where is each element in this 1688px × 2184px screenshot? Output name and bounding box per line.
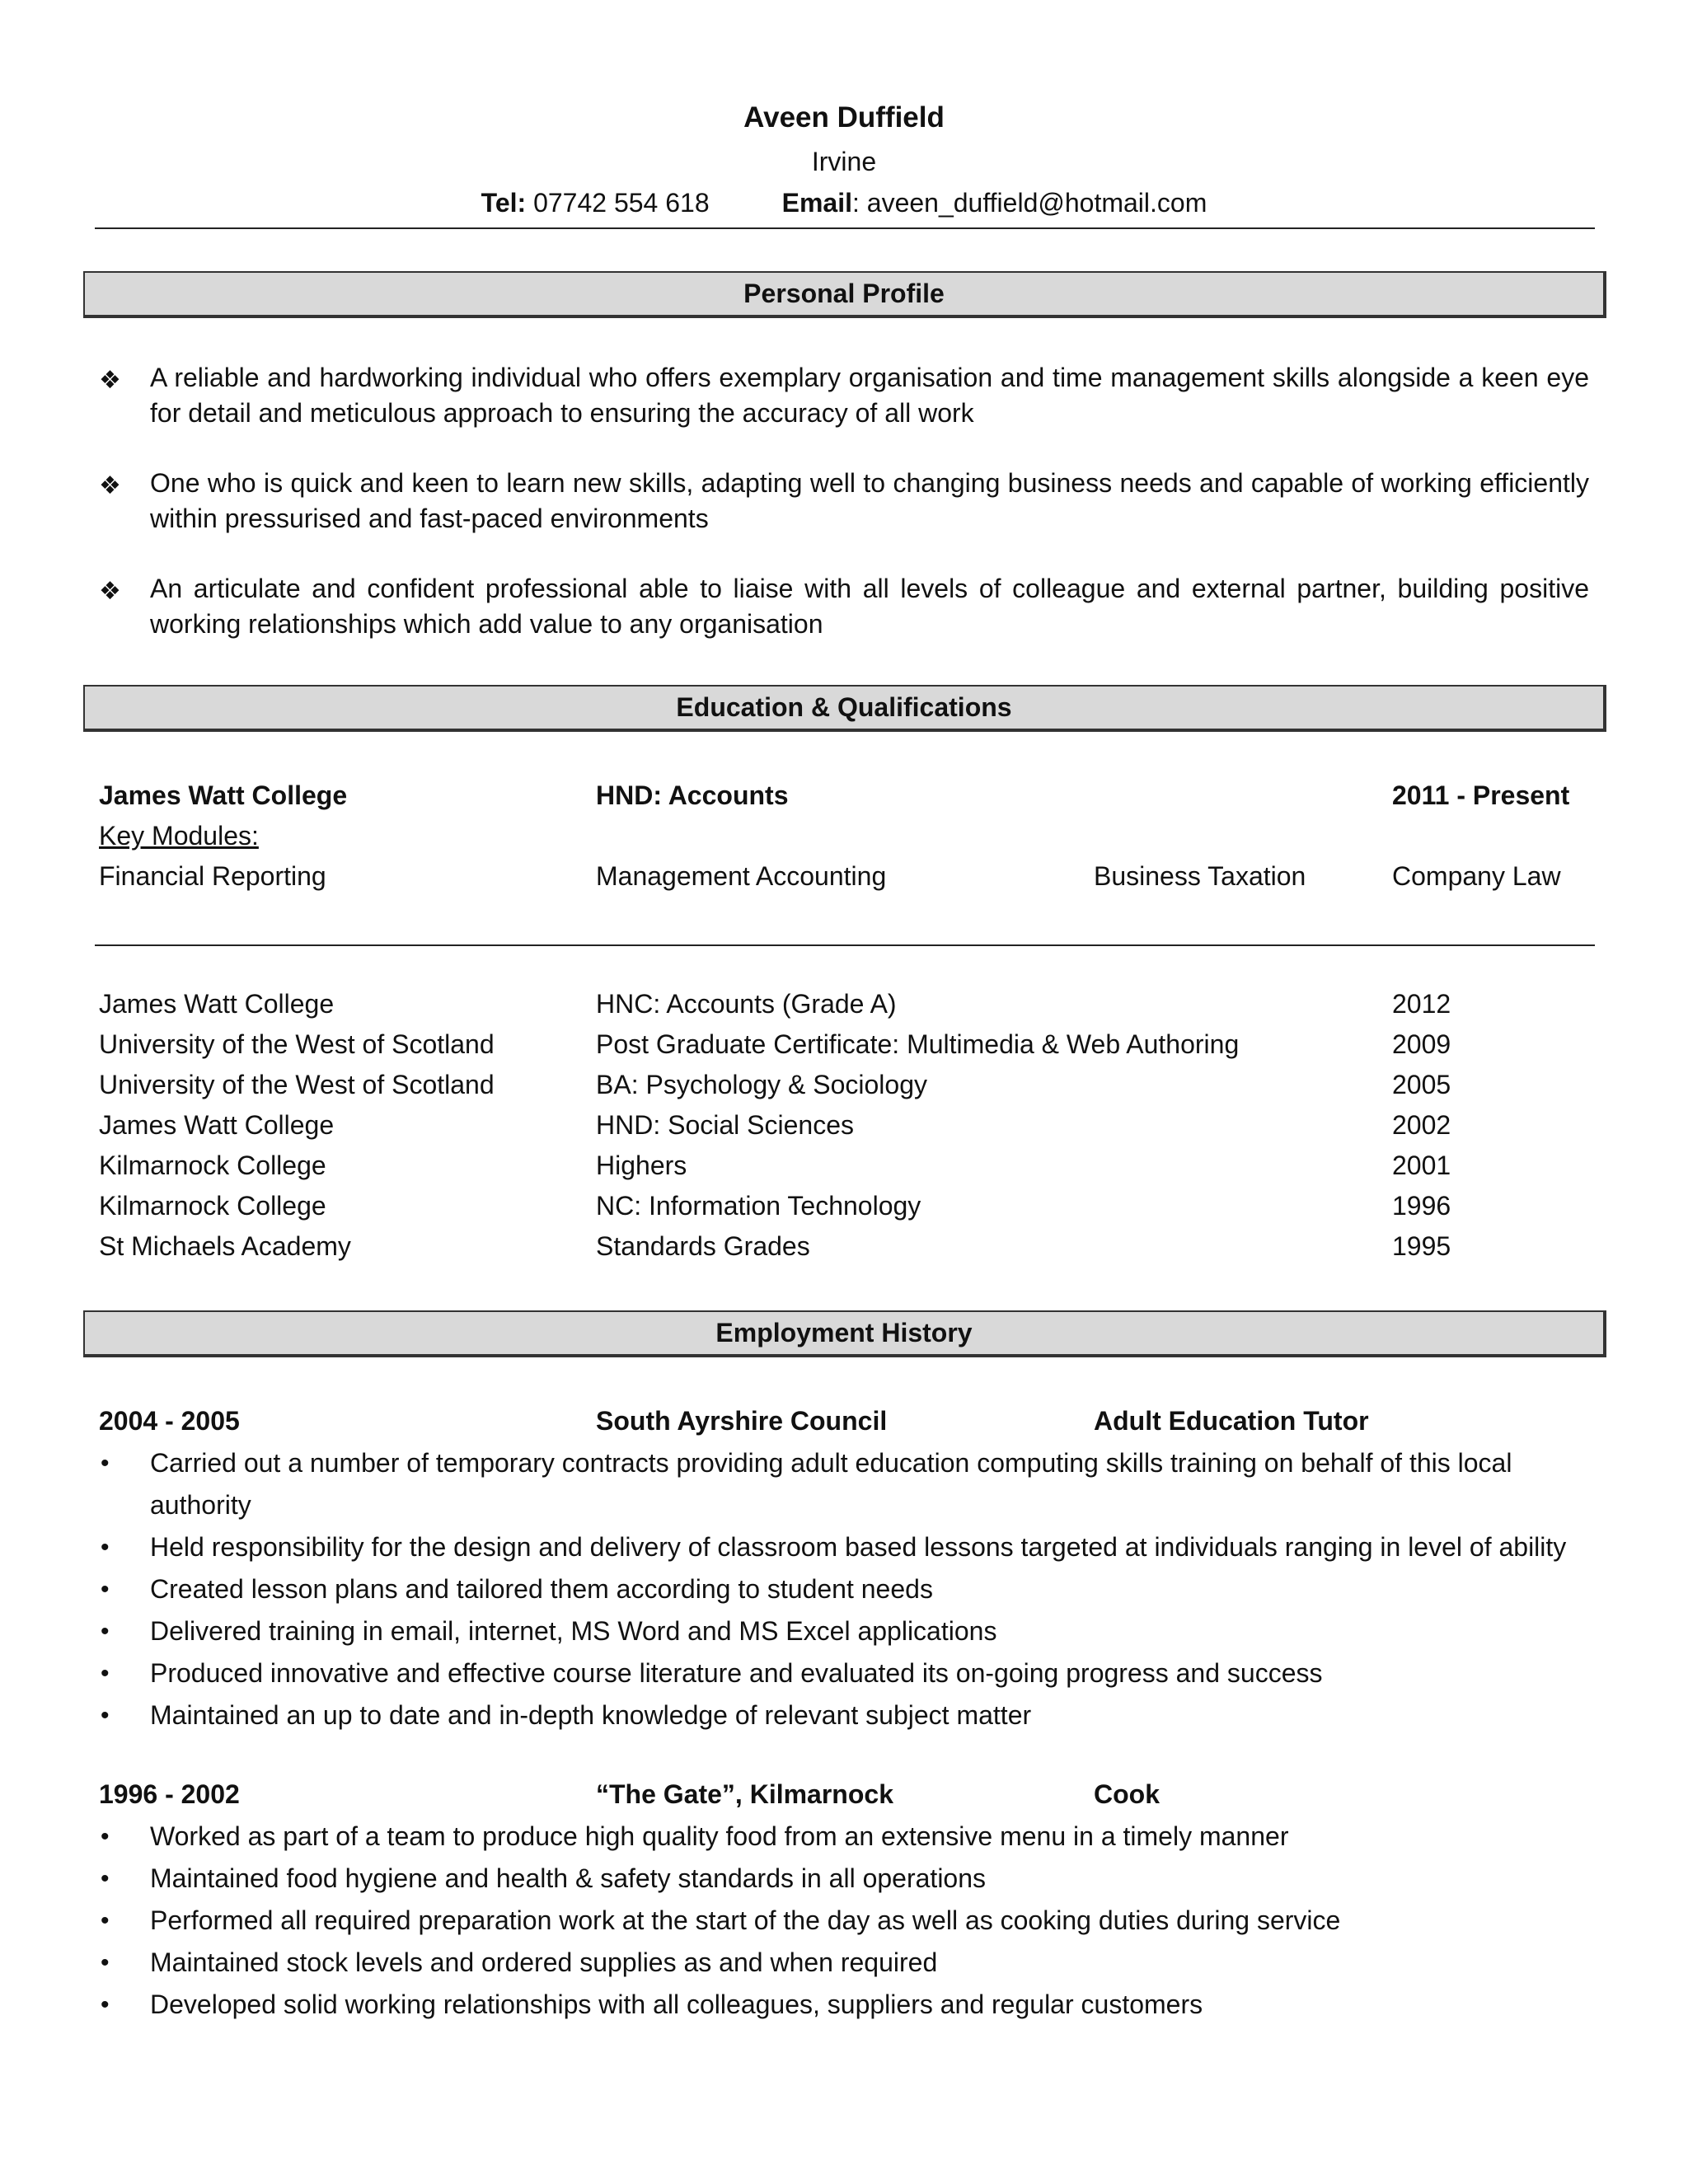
education-row — [0, 1226, 1688, 1267]
bullet-dot-icon: • — [101, 1823, 110, 1850]
profile-item — [99, 571, 1589, 642]
education-qualification: BA: Psychology & Sociology — [596, 1070, 927, 1099]
bullet-dot-icon: • — [101, 1865, 110, 1892]
candidate-name: Aveen Duffield — [743, 101, 945, 134]
education-year: 2012 — [1392, 989, 1451, 1019]
section-header-profile: Personal Profile — [83, 271, 1606, 318]
profile-item-text: An articulate and confident professional able to liaise with all levels of colleague and external partner, building positive working relationships which add value to any organisation — [150, 574, 1589, 639]
education-institution: James Watt College — [99, 1110, 335, 1140]
education-institution: University of the West of Scotland — [99, 1070, 495, 1099]
list-item-text: Performed all required preparation work at the start of the day as well as cooking duties during service — [150, 1905, 1341, 1935]
education-row — [0, 984, 1688, 1024]
list-item-text: Developed solid working relationships with all colleagues, suppliers and regular customers — [150, 1990, 1203, 2019]
list-item — [99, 1526, 1599, 1568]
bullet-dot-icon: • — [101, 1702, 110, 1729]
list-item — [99, 1568, 1599, 1610]
education-qualification: Post Graduate Certificate: Multimedia & Web Authoring — [596, 1029, 1240, 1059]
candidate-city: Irvine — [811, 147, 877, 176]
list-item-text: Created lesson plans and tailored them according to student needs — [150, 1574, 933, 1604]
profile-item — [99, 466, 1589, 537]
education-year: 1996 — [1392, 1191, 1451, 1221]
bullet-dot-icon: • — [101, 1534, 110, 1561]
bullet-dot-icon: • — [101, 1907, 110, 1934]
education-qualification: Highers — [596, 1151, 687, 1180]
tel-label: Tel: — [481, 188, 527, 218]
education-institution: St Michaels Academy — [99, 1231, 351, 1261]
list-item — [99, 1900, 1599, 1942]
education-qualification: Standards Grades — [596, 1231, 810, 1261]
profile-item-text: A reliable and hardworking individual who offers exemplary organisation and time management skills alongside a keen eye for detail and meticulous approach to ensuring the accuracy of all work — [150, 363, 1589, 428]
list-item — [99, 1984, 1599, 2026]
diamond-bullet-icon: ❖ — [99, 578, 121, 605]
education-institution: James Watt College — [99, 780, 348, 810]
module-item: Company Law — [1392, 861, 1561, 891]
section-header-employment: Employment History — [83, 1310, 1606, 1357]
module-item: Business Taxation — [1094, 861, 1306, 891]
education-row — [0, 1065, 1688, 1105]
bullet-dot-icon: • — [101, 1660, 110, 1687]
list-item-text: Delivered training in email, internet, MS Word and MS Excel applications — [150, 1616, 997, 1646]
current-education-row — [0, 776, 1688, 816]
education-institution: University of the West of Scotland — [99, 1029, 495, 1059]
education-year: 1995 — [1392, 1231, 1451, 1261]
education-year: 2001 — [1392, 1151, 1451, 1180]
education-year: 2002 — [1392, 1110, 1451, 1140]
list-item-text: Maintained stock levels and ordered supplies as and when required — [150, 1947, 938, 1977]
employment-bullet-list — [99, 1816, 1599, 2026]
list-item — [99, 1816, 1599, 1858]
employment-heading-row — [0, 1774, 1688, 1815]
bullet-dot-icon: • — [101, 1450, 110, 1477]
list-item — [99, 1942, 1599, 1984]
profile-item — [99, 360, 1589, 431]
list-item-text: Maintained an up to date and in-depth knowledge of relevant subject matter — [150, 1700, 1032, 1730]
list-item — [99, 1442, 1599, 1526]
diamond-bullet-icon: ❖ — [99, 367, 121, 394]
tel-value: 07742 554 618 — [533, 188, 710, 218]
list-item-text: Carried out a number of temporary contracts providing adult education computing skills training on behalf of this local authority — [150, 1448, 1512, 1520]
education-institution: James Watt College — [99, 989, 335, 1019]
list-item-text: Produced innovative and effective course literature and evaluated its on-going progress and success — [150, 1658, 1323, 1688]
education-dates: 2011 - Present — [1392, 780, 1570, 810]
module-item: Financial Reporting — [99, 861, 326, 891]
employment-role: Adult Education Tutor — [1094, 1406, 1369, 1436]
education-institution: Kilmarnock College — [99, 1191, 326, 1221]
module-item: Management Accounting — [596, 861, 887, 891]
email-value: : aveen_duffield@hotmail.com — [851, 188, 1207, 218]
employment-heading-row — [0, 1401, 1688, 1441]
bullet-dot-icon: • — [101, 1576, 110, 1603]
employment-employer: South Ayrshire Council — [596, 1406, 888, 1436]
modules-row — [0, 856, 1688, 897]
list-item-text: Maintained food hygiene and health & safety standards in all operations — [150, 1863, 987, 1893]
employment-employer: “The Gate”, Kilmarnock — [596, 1779, 893, 1809]
list-item — [99, 1858, 1599, 1900]
education-row — [0, 1105, 1688, 1146]
list-item-text: Held responsibility for the design and delivery of classroom based lessons targeted at individuals ranging in level of ability — [150, 1532, 1567, 1562]
education-year: 2009 — [1392, 1029, 1451, 1059]
education-qualification: HNC: Accounts (Grade A) — [596, 989, 897, 1019]
employment-bullet-list — [99, 1442, 1599, 1736]
list-item — [99, 1610, 1599, 1652]
education-row — [0, 1186, 1688, 1226]
education-year: 2005 — [1392, 1070, 1451, 1099]
bullet-dot-icon: • — [101, 1618, 110, 1645]
education-row — [0, 1024, 1688, 1065]
education-institution: Kilmarnock College — [99, 1151, 326, 1180]
education-row — [0, 1146, 1688, 1186]
key-modules-label: Key Modules: — [99, 821, 259, 851]
bullet-dot-icon: • — [101, 1949, 110, 1976]
profile-item-text: One who is quick and keen to learn new skills, adapting well to changing business needs and capable of working efficiently within pressurised and fast-paced environments — [150, 468, 1589, 533]
employment-dates: 2004 - 2005 — [99, 1406, 240, 1436]
employment-role: Cook — [1094, 1779, 1160, 1809]
education-divider — [95, 944, 1595, 946]
contact-line — [0, 183, 1688, 223]
diamond-bullet-icon: ❖ — [99, 472, 121, 499]
section-header-education: Education & Qualifications — [83, 685, 1606, 732]
header-divider — [95, 227, 1595, 229]
education-qualification: HND: Accounts — [596, 780, 789, 810]
employment-dates: 1996 - 2002 — [99, 1779, 240, 1809]
email-label: Email — [781, 188, 852, 218]
list-item-text: Worked as part of a team to produce high quality food from an extensive menu in a timely manner — [150, 1821, 1289, 1851]
education-qualification: HND: Social Sciences — [596, 1110, 854, 1140]
list-item — [99, 1694, 1599, 1736]
education-qualification: NC: Information Technology — [596, 1191, 921, 1221]
key-modules-row — [0, 816, 1688, 856]
bullet-dot-icon: • — [101, 1991, 110, 2018]
list-item — [99, 1652, 1599, 1694]
